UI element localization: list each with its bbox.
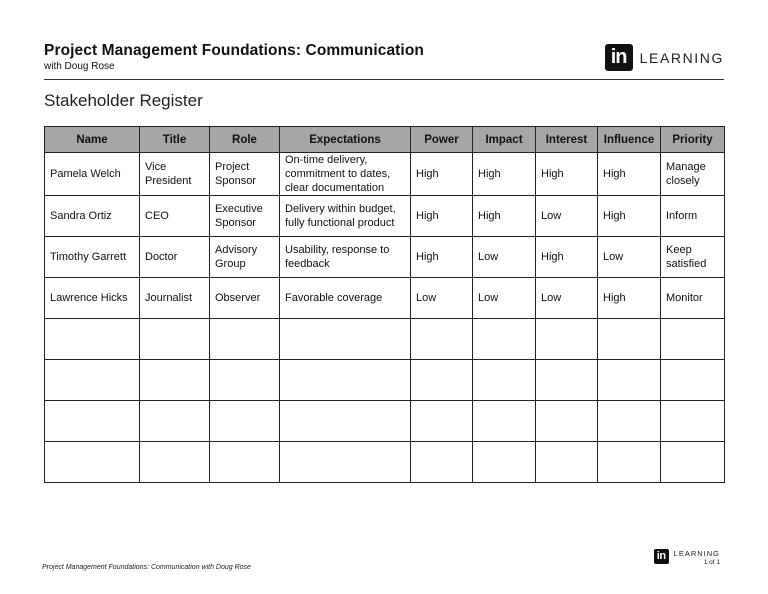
table-cell: Observer [210,278,280,319]
table-cell: Advisory Group [210,237,280,278]
stakeholder-register-table [44,126,725,483]
table-cell: High [598,196,661,237]
table-cell [45,360,140,401]
table-row [45,442,725,483]
column-header: Name [45,127,140,153]
linkedin-in-icon: in [605,44,633,71]
table-cell [598,442,661,483]
table-cell [598,360,661,401]
table-cell [661,319,725,360]
table-cell [536,442,598,483]
table-cell: High [411,153,473,196]
table-header-row [45,127,725,153]
table-cell: Doctor [140,237,210,278]
table-cell: Lawrence Hicks [45,278,140,319]
table-body [45,153,725,483]
table-cell [473,401,536,442]
section-title: Stakeholder Register [44,91,203,110]
table-cell: High [598,153,661,196]
footer-course-text: Project Management Foundations: Communication with Doug Rose [42,564,251,571]
table-cell [411,401,473,442]
table-cell [473,360,536,401]
table-row [45,319,725,360]
table-cell: High [473,196,536,237]
footer-learning-wordmark: LEARNING [673,549,720,558]
table-cell [598,319,661,360]
column-header: Power [411,127,473,153]
table-cell [45,401,140,442]
course-title: Project Management Foundations: Communication [44,42,424,59]
table-cell [210,319,280,360]
table-cell: Timothy Garrett [45,237,140,278]
course-author: with Doug Rose [44,61,115,72]
table-cell: Low [536,196,598,237]
table-cell: Vice President [140,153,210,196]
table-cell [536,319,598,360]
table-cell [280,360,411,401]
table-cell: High [411,237,473,278]
table-row [45,237,725,278]
footer-logo [654,549,720,566]
table-cell [140,442,210,483]
column-header: Influence [598,127,661,153]
table-cell: Executive Sponsor [210,196,280,237]
linkedin-learning-logo [605,44,724,71]
table-row [45,278,725,319]
table-row [45,360,725,401]
table-cell: Inform [661,196,725,237]
table-cell: Low [536,278,598,319]
table-cell [536,360,598,401]
table-row [45,196,725,237]
table-cell: Keep satisfied [661,237,725,278]
table-cell [280,401,411,442]
table-cell: High [536,153,598,196]
column-header: Priority [661,127,725,153]
table-cell: Low [473,278,536,319]
table-cell [473,442,536,483]
table-cell [598,401,661,442]
table-cell [210,401,280,442]
table-cell [661,442,725,483]
table-cell: High [536,237,598,278]
table-row [45,153,725,196]
table-cell [140,360,210,401]
table-cell: Project Sponsor [210,153,280,196]
table-cell: CEO [140,196,210,237]
table-cell [661,360,725,401]
table-row [45,401,725,442]
table-cell: High [598,278,661,319]
table-cell [45,442,140,483]
table-cell: Low [598,237,661,278]
table-cell [473,319,536,360]
table-cell: Usability, response to feedback [280,237,411,278]
column-header: Role [210,127,280,153]
table-cell: Journalist [140,278,210,319]
table-cell: On-time delivery, commitment to dates, clear documentation [280,153,411,196]
table-cell [210,442,280,483]
table-cell [411,360,473,401]
table-cell [140,401,210,442]
table-cell: Manage closely [661,153,725,196]
column-header: Interest [536,127,598,153]
table-cell: Low [473,237,536,278]
table-cell: Sandra Ortiz [45,196,140,237]
column-header: Expectations [280,127,411,153]
linkedin-in-icon: in [654,549,669,564]
table-cell [411,442,473,483]
table-cell: High [473,153,536,196]
table-cell: High [411,196,473,237]
table-cell [45,319,140,360]
column-header: Title [140,127,210,153]
table-cell [210,360,280,401]
table-cell: Low [411,278,473,319]
learning-wordmark: LEARNING [639,49,724,66]
table-cell [411,319,473,360]
table-cell: Favorable coverage [280,278,411,319]
table-cell: Monitor [661,278,725,319]
table-cell [661,401,725,442]
table-cell [280,442,411,483]
table-cell: Pamela Welch [45,153,140,196]
table-cell: Delivery within budget, fully functional product [280,196,411,237]
header-divider [44,79,724,80]
table-cell [280,319,411,360]
page-number: 1 of 1 [703,559,720,566]
table-cell [536,401,598,442]
table-cell [140,319,210,360]
column-header: Impact [473,127,536,153]
